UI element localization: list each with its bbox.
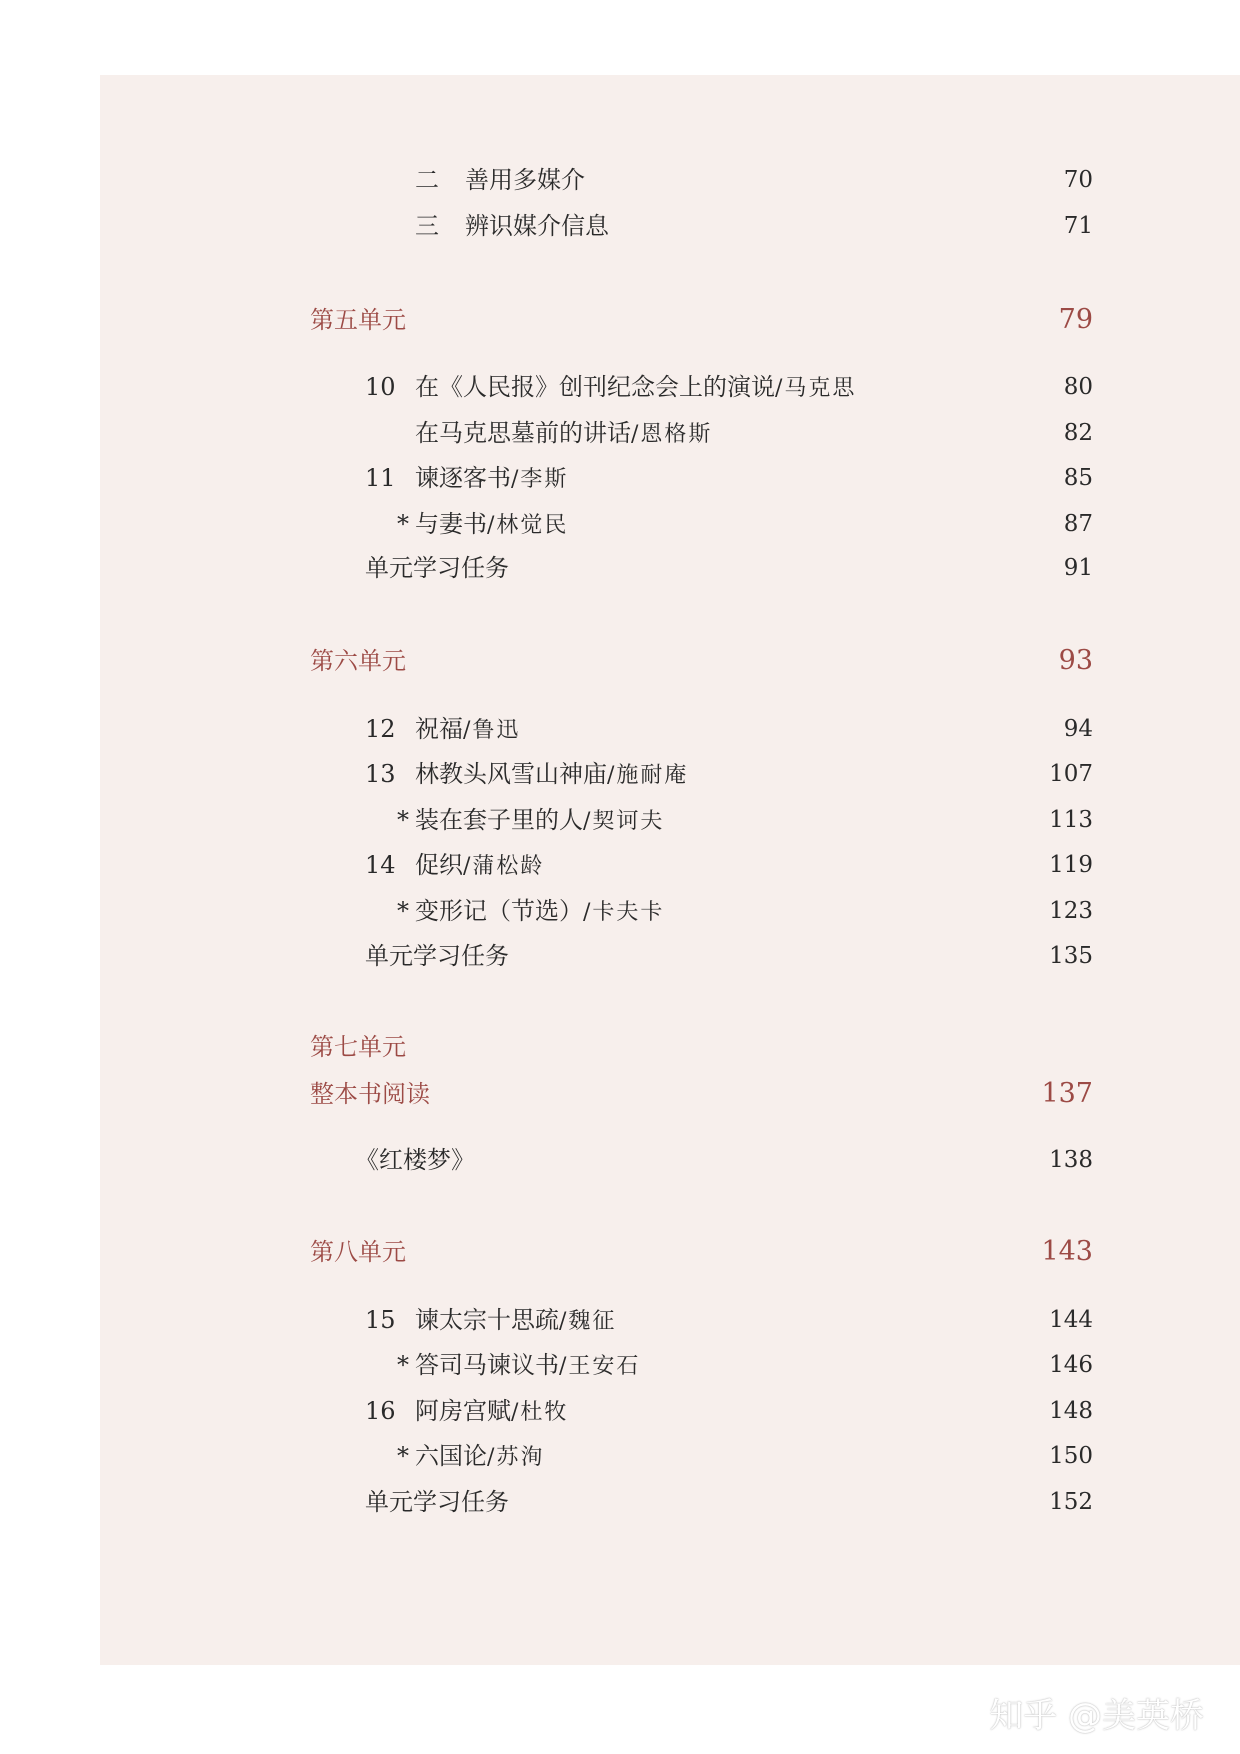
entry-page: 144	[1049, 1307, 1093, 1333]
unit-subtitle: 整本书阅读	[310, 1080, 430, 1108]
entry-page: 71	[1063, 213, 1093, 239]
entry-title: 六国论	[415, 1442, 487, 1470]
entry-title: 装在套子里的人	[415, 806, 583, 834]
entry-page: 94	[1063, 716, 1093, 742]
entry-page: 85	[1063, 465, 1093, 491]
entry-title: 变形记（节选）	[415, 897, 583, 925]
entry-number: 三	[415, 212, 439, 240]
entry-author: /蒲松龄	[463, 854, 545, 879]
entry-author: /杜牧	[511, 1400, 569, 1425]
entry-title: 单元学习任务	[365, 554, 509, 582]
entry-number: 15	[365, 1306, 396, 1334]
entry-title: 单元学习任务	[365, 942, 509, 970]
toc-entry	[397, 509, 568, 541]
entry-title: 阿房宫赋	[415, 1397, 511, 1425]
entry-page: 80	[1063, 374, 1093, 400]
entry-page: 152	[1049, 1489, 1093, 1515]
entry-page: 135	[1049, 943, 1093, 969]
optional-star: *	[397, 1442, 409, 1470]
entry-author: /施耐庵	[607, 763, 689, 788]
unit-heading: 第七单元	[310, 1033, 406, 1061]
toc-entry	[365, 372, 856, 404]
entry-author: /卡夫卡	[583, 900, 665, 925]
entry-author: /王安石	[559, 1354, 641, 1379]
toc-entry	[415, 418, 712, 450]
toc-entry	[415, 211, 609, 241]
toc-entry	[365, 553, 509, 583]
entry-number: 11	[365, 464, 396, 492]
entry-page: 113	[1049, 807, 1093, 833]
toc-entry	[397, 1441, 544, 1473]
toc-entry	[365, 463, 568, 495]
entry-title: 《红楼梦》	[355, 1146, 475, 1174]
entry-page: 150	[1049, 1443, 1093, 1469]
entry-number: 二	[415, 166, 439, 194]
entry-author: /林觉民	[487, 513, 569, 538]
entry-page: 146	[1049, 1352, 1093, 1378]
toc-entry	[365, 759, 688, 791]
entry-page: 138	[1049, 1147, 1093, 1173]
toc-entry	[397, 896, 664, 928]
entry-author: /契诃夫	[583, 809, 665, 834]
unit-heading: 第五单元	[310, 306, 406, 334]
entry-title: 单元学习任务	[365, 1488, 509, 1516]
entry-number: 10	[365, 373, 396, 401]
entry-page: 70	[1063, 167, 1093, 193]
entry-number: 14	[365, 851, 396, 879]
entry-title: 谏逐客书	[415, 464, 511, 492]
unit-heading: 第六单元	[310, 647, 406, 675]
entry-author: /恩格斯	[631, 422, 713, 447]
unit-heading: 第八单元	[310, 1238, 406, 1266]
entry-page: 87	[1063, 511, 1093, 537]
entry-author: /魏征	[559, 1309, 617, 1334]
entry-author: /苏洵	[487, 1445, 545, 1470]
entry-author: /马克思	[775, 376, 857, 401]
entry-title: 林教头风雪山神庙	[415, 760, 607, 788]
entry-page: 148	[1049, 1398, 1093, 1424]
unit-page: 79	[1058, 304, 1093, 335]
toc-entry	[355, 1145, 475, 1175]
toc-entry	[365, 714, 520, 746]
entry-number: 13	[365, 760, 396, 788]
unit-page: 137	[1041, 1078, 1093, 1109]
entry-title: 答司马谏议书	[415, 1351, 559, 1379]
entry-page: 119	[1049, 852, 1093, 878]
entry-title: 辨识媒介信息	[465, 212, 609, 240]
toc-entry	[365, 941, 509, 971]
entry-page: 91	[1063, 555, 1093, 581]
toc-entry	[365, 1305, 616, 1337]
entry-title: 促织	[415, 851, 463, 879]
entry-title: 与妻书	[415, 510, 487, 538]
entry-title: 善用多媒介	[465, 166, 585, 194]
entry-page: 123	[1049, 898, 1093, 924]
unit-page: 93	[1058, 645, 1093, 676]
entry-author: /李斯	[511, 467, 569, 492]
watermark: 知乎 @美英桥	[989, 1696, 1204, 1736]
entry-title: 祝福	[415, 715, 463, 743]
toc-entry	[397, 805, 664, 837]
entry-title: 谏太宗十思疏	[415, 1306, 559, 1334]
entry-page: 107	[1049, 761, 1093, 787]
unit-page: 143	[1041, 1236, 1093, 1267]
optional-star: *	[397, 1351, 409, 1379]
entry-number: 12	[365, 715, 396, 743]
toc-entry	[415, 165, 585, 195]
toc-entry	[365, 850, 544, 882]
entry-title: 在《人民报》创刊纪念会上的演说	[415, 373, 775, 401]
optional-star: *	[397, 897, 409, 925]
toc-entry	[365, 1396, 568, 1428]
entry-author: /鲁迅	[463, 718, 521, 743]
entry-title: 在马克思墓前的讲话	[415, 419, 631, 447]
optional-star: *	[397, 806, 409, 834]
optional-star: *	[397, 510, 409, 538]
entry-page: 82	[1063, 420, 1093, 446]
toc-entry	[365, 1487, 509, 1517]
toc-entry	[397, 1350, 640, 1382]
entry-number: 16	[365, 1397, 396, 1425]
